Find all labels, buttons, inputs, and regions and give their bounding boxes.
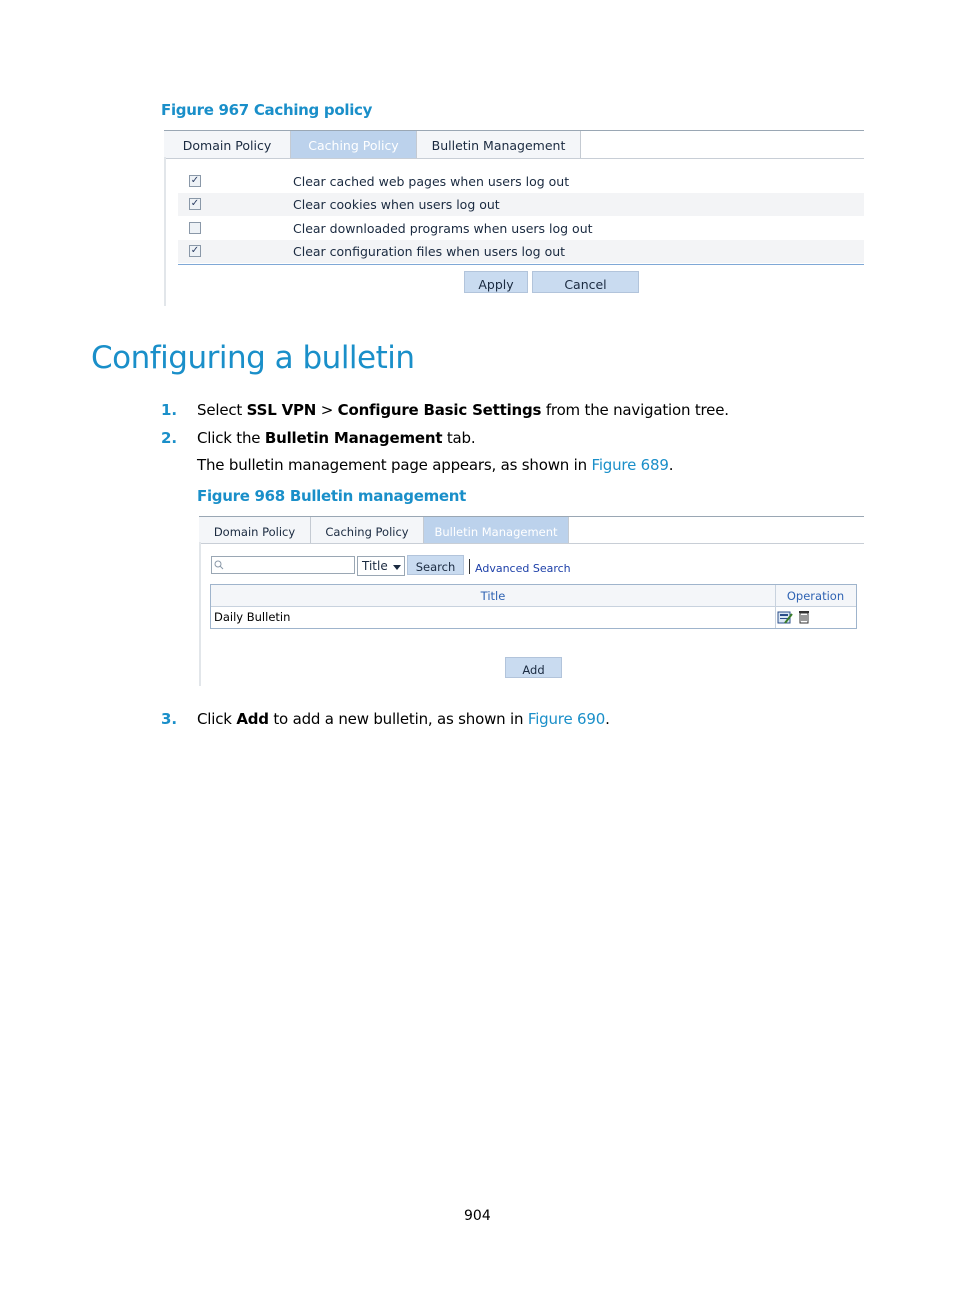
- option-label: Clear cached web pages when users log out: [293, 174, 570, 189]
- search-button[interactable]: Search: [407, 555, 464, 575]
- column-header-operation: Operation: [786, 589, 845, 603]
- checkbox-clear-cached-pages[interactable]: ✓: [190, 175, 200, 186]
- bulletin-table: [210, 584, 857, 629]
- checkbox-clear-downloaded-programs[interactable]: [189, 222, 201, 234]
- step-number: 1.: [161, 401, 178, 419]
- separator: [469, 559, 470, 574]
- step-number: 2.: [161, 429, 178, 447]
- bulletin-management-figure: [199, 516, 864, 686]
- figure-690-link[interactable]: Figure 690: [527, 710, 606, 728]
- advanced-search-link[interactable]: Advanced Search: [475, 562, 571, 575]
- column-divider: [775, 585, 776, 628]
- chevron-down-icon: [393, 565, 401, 570]
- tab-bar: [164, 130, 864, 159]
- divider: [178, 264, 864, 265]
- tab-caching-policy[interactable]: Caching Policy: [291, 131, 417, 158]
- step-2-note: The bulletin management page appears, as shown in Figure 689.: [197, 456, 674, 474]
- option-label: Clear configuration files when users log out: [293, 244, 566, 259]
- table-header: [211, 585, 856, 607]
- column-header-title[interactable]: Title: [480, 589, 506, 603]
- cancel-button[interactable]: Cancel: [532, 271, 639, 293]
- search-input[interactable]: [211, 556, 355, 574]
- panel-left-border: [199, 542, 201, 686]
- caching-policy-figure: [164, 130, 864, 306]
- tab-domain-policy[interactable]: Domain Policy: [199, 517, 311, 543]
- figure-967-caption: Figure 967 Caching policy: [161, 101, 373, 119]
- edit-icon[interactable]: [777, 610, 793, 625]
- option-row: [178, 170, 864, 193]
- option-row: [178, 240, 864, 263]
- checkbox-clear-config-files[interactable]: ✓: [190, 245, 200, 256]
- select-value: Title: [362, 559, 388, 573]
- page-number: 904: [464, 1208, 491, 1224]
- tab-domain-policy[interactable]: Domain Policy: [164, 131, 291, 158]
- apply-button[interactable]: Apply: [464, 271, 528, 293]
- tab-caching-policy[interactable]: Caching Policy: [311, 517, 424, 543]
- add-button[interactable]: Add: [505, 657, 562, 678]
- section-heading: Configuring a bulletin: [91, 340, 415, 376]
- figure-968-caption: Figure 968 Bulletin management: [197, 487, 467, 505]
- step-number: 3.: [161, 710, 178, 728]
- panel-left-border: [164, 157, 166, 306]
- tab-bulletin-management[interactable]: Bulletin Management: [417, 131, 581, 158]
- step-3-text: Click Add to add a new bulletin, as shown in Figure 690.: [197, 710, 610, 728]
- option-row: [178, 193, 864, 216]
- delete-icon[interactable]: [798, 609, 810, 624]
- table-row-title[interactable]: Daily Bulletin: [214, 610, 291, 624]
- tab-bulletin-management[interactable]: Bulletin Management: [424, 517, 569, 543]
- search-icon: [214, 560, 224, 570]
- tab-bar: [199, 516, 864, 544]
- step-1-text: Select SSL VPN > Configure Basic Settings from the navigation tree.: [197, 401, 729, 419]
- table-row-operations: [777, 607, 855, 628]
- option-label: Clear downloaded programs when users log out: [293, 221, 593, 236]
- step-2-text: Click the Bulletin Management tab.: [197, 429, 476, 447]
- checkbox-clear-cookies[interactable]: ✓: [190, 198, 200, 209]
- search-field-select[interactable]: [357, 556, 405, 576]
- figure-689-link[interactable]: Figure 689: [591, 456, 669, 474]
- option-row: [178, 217, 864, 240]
- option-label: Clear cookies when users log out: [293, 197, 500, 212]
